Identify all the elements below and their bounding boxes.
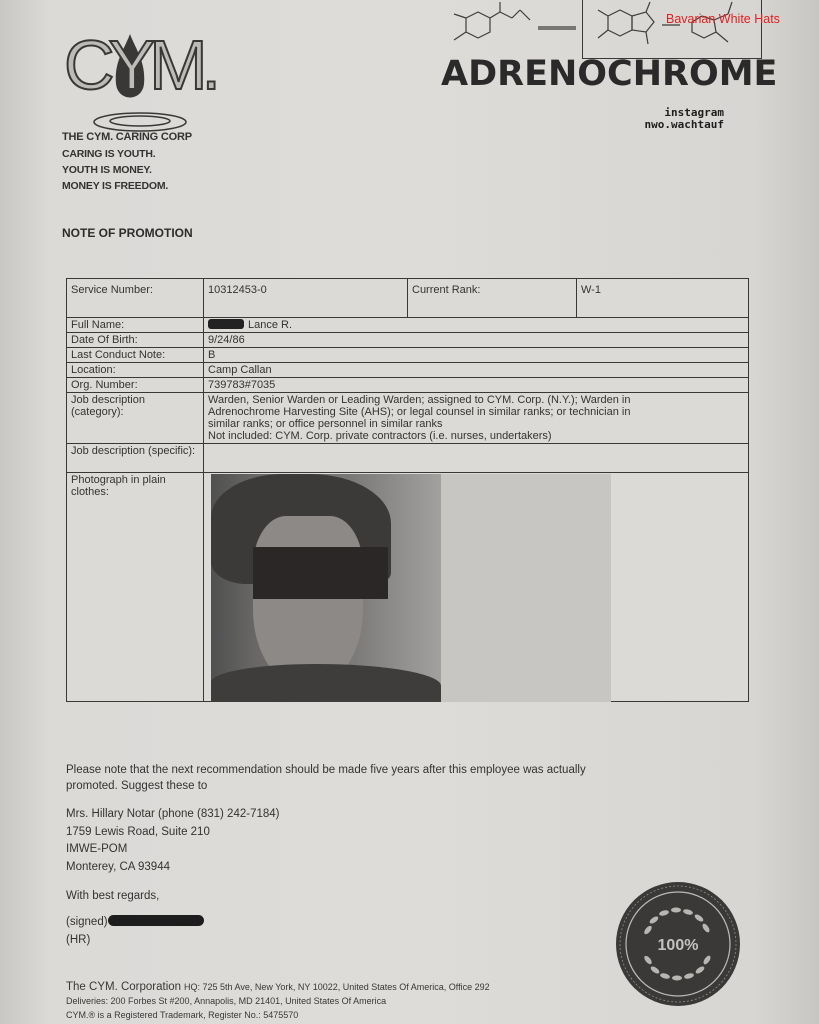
address-street: 1759 Lewis Road, Suite 210 <box>66 825 210 838</box>
table-row <box>67 444 749 473</box>
table-row <box>67 473 749 702</box>
cym-logo <box>64 26 215 115</box>
dob-value: 9/24/86 <box>204 333 749 348</box>
note-line: promoted. Suggest these to <box>66 780 208 792</box>
table-row <box>67 378 749 393</box>
footer <box>66 980 490 1022</box>
job-category-label: Job description (category): <box>67 393 204 444</box>
closing: With best regards, <box>66 890 160 902</box>
table-row <box>67 333 749 348</box>
location-value: Camp Callan <box>204 363 749 378</box>
quality-seal-icon <box>614 880 742 1008</box>
address-department: IMWE-POM <box>66 843 128 855</box>
tagline-1: CARING IS YOUTH. <box>62 148 156 160</box>
signature-line <box>66 914 204 930</box>
job-category-line: Not included: CYM. Corp. private contractors (i.e. nurses, undertakers) <box>208 430 552 442</box>
footer-hq-address: HQ: 725 5th Ave, New York, NY 10022, United States Of America, Office 292 <box>183 982 490 992</box>
photo-cell <box>204 473 749 702</box>
table-row <box>67 363 749 378</box>
redaction-bar <box>208 319 244 329</box>
signed-label: (signed) <box>66 916 108 928</box>
photo-shoulders <box>211 664 441 702</box>
table-row <box>67 393 749 444</box>
service-number-value: 10312453-0 <box>204 279 408 318</box>
social-username: nwo.wachtauf <box>644 118 724 131</box>
seal-text: 100% <box>657 937 699 954</box>
job-specific-label: Job description (specific): <box>67 444 204 473</box>
address-city: Monterey, CA 93944 <box>66 860 170 873</box>
chemical-structure-icon <box>436 0 766 55</box>
conduct-note-label: Last Conduct Note: <box>67 348 204 363</box>
document-title: NOTE OF PROMOTION <box>62 226 193 240</box>
tagline-3: MONEY IS FREEDOM. <box>62 180 169 192</box>
dob-label: Date Of Birth: <box>67 333 204 348</box>
job-category-line: Warden, Senior Warden or Leading Warden; assigned to CYM. Corp. (N.Y.); Warden in <box>208 394 631 406</box>
company-name: THE CYM. CARING CORP <box>62 131 192 143</box>
note-line: Please note that the next recommendation should be made five years after this employee was actually <box>66 764 586 776</box>
job-category-value <box>204 393 749 444</box>
job-category-line: Adrenochrome Harvesting Site (AHS); or legal counsel in similar ranks; or technician in <box>208 406 631 418</box>
footer-hq <box>66 980 490 994</box>
social-platform: instagram <box>664 106 724 119</box>
service-number-label: Service Number: <box>67 279 204 318</box>
promotion-form-table <box>66 278 749 702</box>
footer-deliveries: Deliveries: 200 Forbes St #200, Annapolis, MD 21401, United States Of America <box>66 996 387 1006</box>
footer-trademark: CYM.® is a Registered Trademark, Register No.: 5475570 <box>66 1010 299 1020</box>
table-row <box>67 318 749 333</box>
banner-title: ADRENOCHROME <box>441 54 778 94</box>
censor-bar <box>253 547 388 599</box>
full-name-label: Full Name: <box>67 318 204 333</box>
conduct-note-value: B <box>204 348 749 363</box>
table-row <box>67 279 749 318</box>
recommendation-note <box>66 762 586 794</box>
org-number-value: 739783#7035 <box>204 378 749 393</box>
tagline-2: YOUTH IS MONEY. <box>62 164 152 176</box>
location-label: Location: <box>67 363 204 378</box>
job-specific-value <box>204 444 749 473</box>
table-row <box>67 348 749 363</box>
footer-company: The CYM. Corporation <box>66 981 182 993</box>
employee-photo <box>211 474 441 702</box>
current-rank-value: W-1 <box>577 279 749 318</box>
full-name-value <box>204 318 749 333</box>
job-category-line: similar ranks; or office personnel in similar ranks <box>208 418 443 430</box>
logo-wordmark: CYM. <box>64 26 215 104</box>
signature-redaction <box>108 915 204 926</box>
watermark-text: Bavarian White Hats <box>666 12 780 26</box>
photo-label: Photograph in plain clothes: <box>67 473 204 702</box>
social-handle <box>614 107 724 131</box>
contact-name-phone: Mrs. Hillary Notar (phone (831) 242-7184) <box>66 808 280 820</box>
photo-background <box>441 474 611 702</box>
full-name-text: Lance R. <box>248 319 293 331</box>
current-rank-label: Current Rank: <box>408 279 577 318</box>
department: (HR) <box>66 934 91 946</box>
photo-face <box>253 516 363 686</box>
contact-address <box>66 806 279 876</box>
org-number-label: Org. Number: <box>67 378 204 393</box>
